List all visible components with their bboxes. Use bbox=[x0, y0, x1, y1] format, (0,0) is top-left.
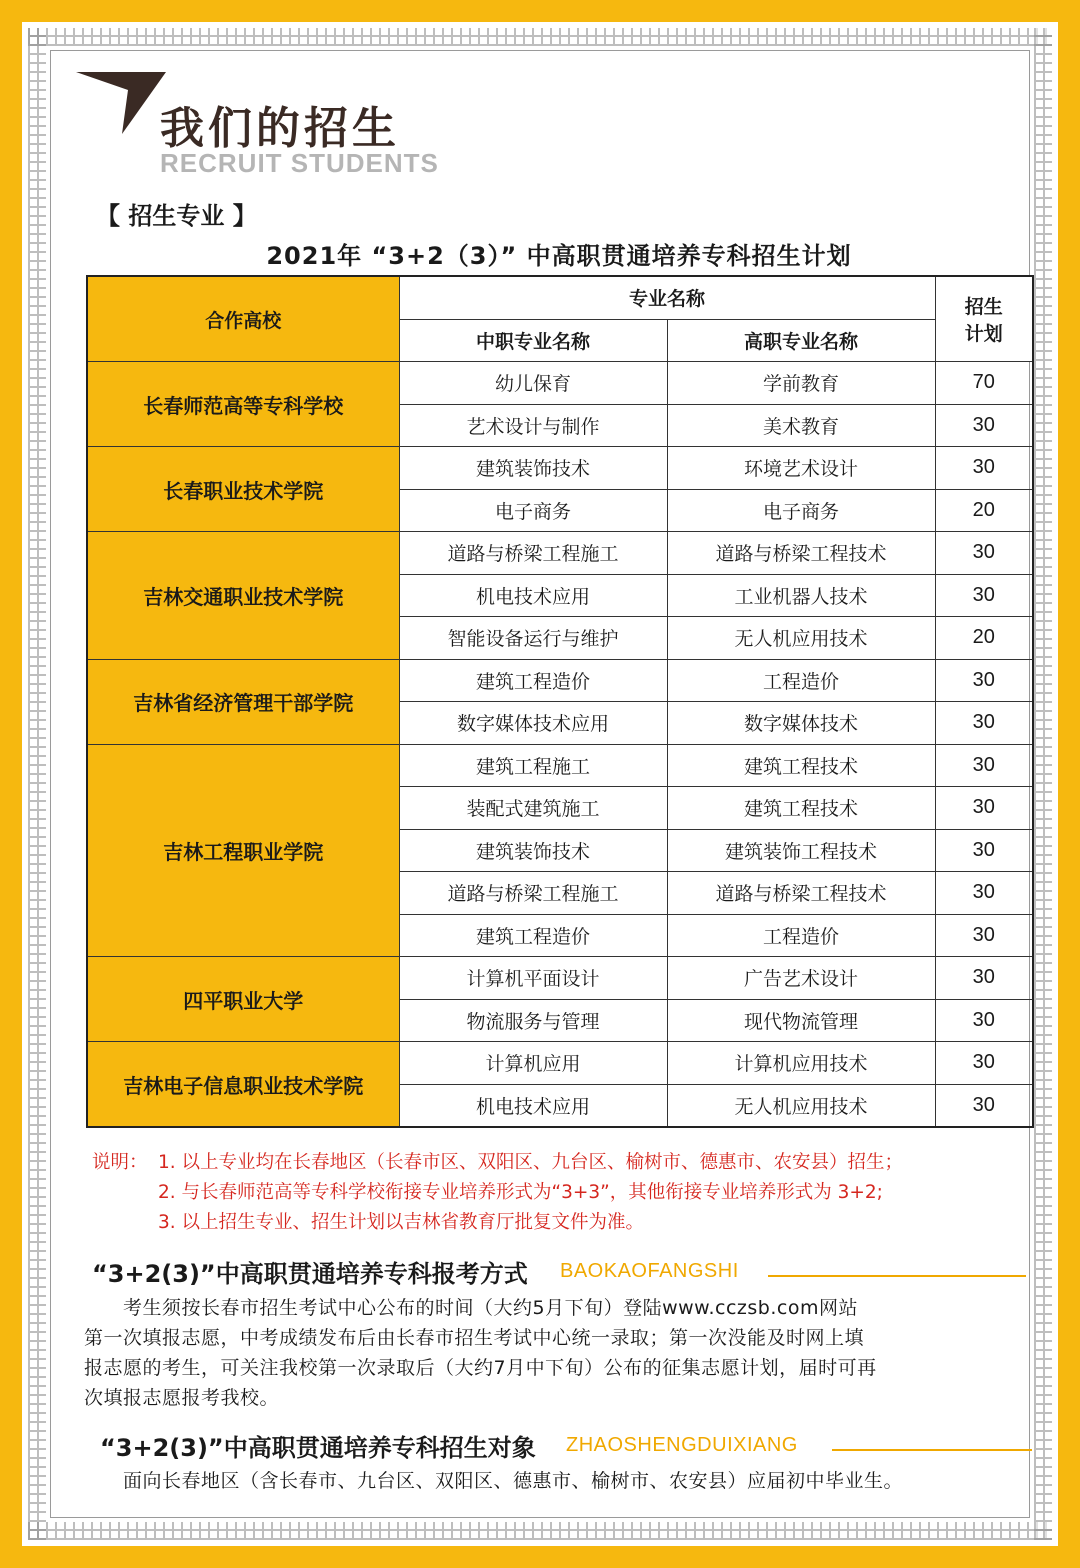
apply-heading-en: BAOKAOFANGSHI bbox=[560, 1260, 739, 1282]
secondary-major-cell: 智能设备运行与维护 bbox=[399, 617, 667, 660]
secondary-major-cell: 建筑工程施工 bbox=[399, 744, 667, 787]
secondary-major-cell: 机电技术应用 bbox=[399, 574, 667, 617]
plan-count-cell: 30 bbox=[935, 404, 1033, 447]
table-row bbox=[87, 532, 1033, 575]
plan-count-cell: 30 bbox=[935, 1084, 1033, 1127]
higher-major-cell: 环境艺术设计 bbox=[667, 447, 935, 490]
table-row bbox=[87, 447, 1033, 490]
target-line: 面向长春地区（含长春市、九台区、双阳区、德惠市、榆树市、农安县）应届初中毕业生。 bbox=[84, 1470, 904, 1492]
secondary-major-cell: 物流服务与管理 bbox=[399, 999, 667, 1042]
school-cell: 长春职业技术学院 bbox=[87, 447, 399, 532]
table-row bbox=[87, 744, 1033, 787]
plan-count-cell: 30 bbox=[935, 1042, 1033, 1085]
apply-paragraph bbox=[84, 1293, 1032, 1413]
triangle-mark-icon bbox=[76, 72, 166, 136]
plan-count-cell: 20 bbox=[935, 489, 1033, 532]
plan-count-cell: 30 bbox=[935, 659, 1033, 702]
page-subtitle-en: RECRUIT STUDENTS bbox=[160, 148, 439, 178]
header-plan-line2: 计划 bbox=[964, 323, 1003, 345]
plan-count-cell: 30 bbox=[935, 744, 1033, 787]
higher-major-cell: 道路与桥梁工程技术 bbox=[667, 532, 935, 575]
target-heading: “3+2(3)”中高职贯通培养专科招生对象 bbox=[100, 1434, 536, 1462]
higher-major-cell: 电子商务 bbox=[667, 489, 935, 532]
higher-major-cell: 工程造价 bbox=[667, 914, 935, 957]
target-heading-en: ZHAOSHENGDUIXIANG bbox=[566, 1434, 798, 1456]
apply-heading-rule bbox=[768, 1275, 1026, 1277]
header-secondary-major: 中职专业名称 bbox=[399, 319, 667, 362]
plan-count-cell: 30 bbox=[935, 914, 1033, 957]
table-row bbox=[87, 957, 1033, 1000]
school-cell: 吉林电子信息职业技术学院 bbox=[87, 1042, 399, 1128]
plan-count-cell: 20 bbox=[935, 617, 1033, 660]
enrollment-plan-table bbox=[86, 275, 1034, 1128]
plan-count-cell: 30 bbox=[935, 574, 1033, 617]
header-major: 专业名称 bbox=[399, 276, 935, 319]
apply-line-3: 报志愿的考生，可关注我校第一次录取后（大约7月中下旬）公布的征集志愿计划，届时可再 bbox=[84, 1357, 877, 1379]
secondary-major-cell: 机电技术应用 bbox=[399, 1084, 667, 1127]
note-line-1: 1. 以上专业均在长春地区（长春市区、双阳区、九台区、榆树市、德惠市、农安县）招生； bbox=[158, 1152, 904, 1173]
header-higher-major: 高职专业名称 bbox=[667, 319, 935, 362]
plan-count-cell: 30 bbox=[935, 447, 1033, 490]
apply-heading: “3+2(3)”中高职贯通培养专科报考方式 bbox=[92, 1260, 528, 1288]
plan-count-cell: 70 bbox=[935, 362, 1033, 405]
secondary-major-cell: 数字媒体技术应用 bbox=[399, 702, 667, 745]
plan-count-cell: 30 bbox=[935, 872, 1033, 915]
secondary-major-cell: 幼儿保育 bbox=[399, 362, 667, 405]
apply-line-2: 第一次填报志愿，中考成绩发布后由长春市招生考试中心统一录取；第一次没能及时网上填 bbox=[84, 1327, 865, 1349]
header-plan-line1: 招生 bbox=[964, 296, 1003, 318]
plan-count-cell: 30 bbox=[935, 829, 1033, 872]
higher-major-cell: 美术教育 bbox=[667, 404, 935, 447]
secondary-major-cell: 艺术设计与制作 bbox=[399, 404, 667, 447]
section-tag: 【 招生专业 】 bbox=[96, 202, 257, 230]
note-line-2: 2. 与长春师范高等专科学校衔接专业培养形式为“3+3”，其他衔接专业培养形式为 3+2; bbox=[158, 1182, 883, 1203]
secondary-major-cell: 装配式建筑施工 bbox=[399, 787, 667, 830]
page-title: 我们的招生 bbox=[160, 103, 400, 154]
secondary-major-cell: 建筑工程造价 bbox=[399, 659, 667, 702]
table-row bbox=[87, 659, 1033, 702]
notes-label: 说明： bbox=[92, 1152, 148, 1173]
apply-line-1: 考生须按长春市招生考试中心公布的时间（大约5月下旬）登陆www.cczsb.com网站 bbox=[84, 1297, 858, 1319]
higher-major-cell: 建筑工程技术 bbox=[667, 787, 935, 830]
plan-count-cell: 30 bbox=[935, 957, 1033, 1000]
secondary-major-cell: 道路与桥梁工程施工 bbox=[399, 872, 667, 915]
school-cell: 吉林省经济管理干部学院 bbox=[87, 659, 399, 744]
plan-count-cell: 30 bbox=[935, 702, 1033, 745]
header-plan bbox=[935, 276, 1033, 362]
school-cell: 吉林工程职业学院 bbox=[87, 744, 399, 957]
plan-count-cell: 30 bbox=[935, 787, 1033, 830]
higher-major-cell: 道路与桥梁工程技术 bbox=[667, 872, 935, 915]
target-heading-rule bbox=[832, 1449, 1032, 1451]
note-line-3: 3. 以上招生专业、招生计划以吉林省教育厅批复文件为准。 bbox=[158, 1212, 645, 1233]
higher-major-cell: 工程造价 bbox=[667, 659, 935, 702]
higher-major-cell: 学前教育 bbox=[667, 362, 935, 405]
higher-major-cell: 数字媒体技术 bbox=[667, 702, 935, 745]
higher-major-cell: 工业机器人技术 bbox=[667, 574, 935, 617]
school-cell: 长春师范高等专科学校 bbox=[87, 362, 399, 447]
secondary-major-cell: 建筑装饰技术 bbox=[399, 447, 667, 490]
secondary-major-cell: 计算机应用 bbox=[399, 1042, 667, 1085]
higher-major-cell: 无人机应用技术 bbox=[667, 1084, 935, 1127]
plan-count-cell: 30 bbox=[935, 999, 1033, 1042]
secondary-major-cell: 建筑工程造价 bbox=[399, 914, 667, 957]
table-row bbox=[87, 362, 1033, 405]
higher-major-cell: 建筑装饰工程技术 bbox=[667, 829, 935, 872]
higher-major-cell: 计算机应用技术 bbox=[667, 1042, 935, 1085]
apply-line-4: 次填报志愿报考我校。 bbox=[84, 1387, 280, 1409]
plan-title: 2021年 “3+2（3）” 中高职贯通培养专科招生计划 bbox=[266, 242, 852, 270]
table-row bbox=[87, 1042, 1033, 1085]
school-cell: 四平职业大学 bbox=[87, 957, 399, 1042]
higher-major-cell: 无人机应用技术 bbox=[667, 617, 935, 660]
higher-major-cell: 建筑工程技术 bbox=[667, 744, 935, 787]
school-cell: 吉林交通职业技术学院 bbox=[87, 532, 399, 660]
plan-count-cell: 30 bbox=[935, 532, 1033, 575]
higher-major-cell: 现代物流管理 bbox=[667, 999, 935, 1042]
secondary-major-cell: 计算机平面设计 bbox=[399, 957, 667, 1000]
target-paragraph bbox=[84, 1466, 1032, 1496]
secondary-major-cell: 道路与桥梁工程施工 bbox=[399, 532, 667, 575]
higher-major-cell: 广告艺术设计 bbox=[667, 957, 935, 1000]
secondary-major-cell: 建筑装饰技术 bbox=[399, 829, 667, 872]
header-school: 合作高校 bbox=[87, 276, 399, 362]
secondary-major-cell: 电子商务 bbox=[399, 489, 667, 532]
